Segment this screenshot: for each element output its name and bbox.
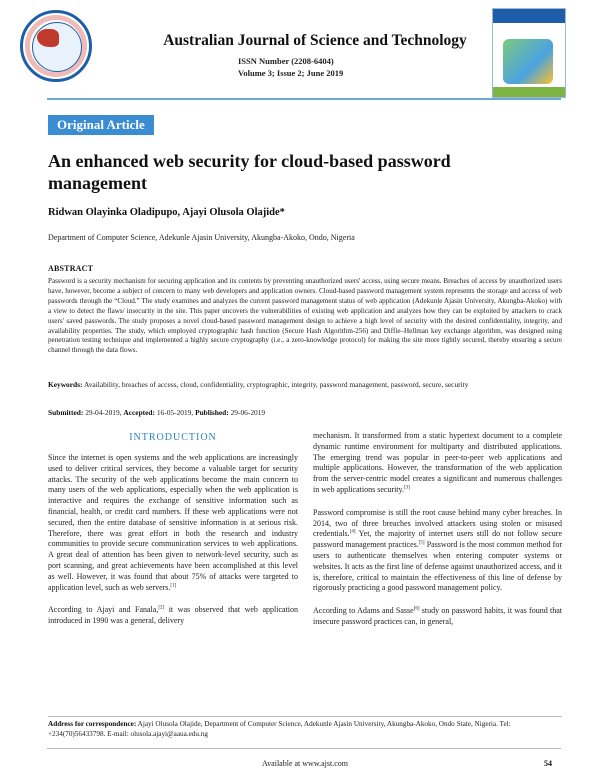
abstract-text: Password is a security mechanism for securing application and its contents by preventing unauthorized users' access, using secure means. Breaches of access by unauthorized users have, however, become a subject of concern to many web developers and application owners. Cloud-based password management system represents the storage and access of web passwords through the “Cloud.” The study examines and analyzes the current password management status of web application (Adekunle Ajasin University, Akungba-Akoko) with a view to detect the flaws/ insecurity in the site. This paper uncovers the vulnerabilities of existing web application and analyzes how they can be exploited by attackers to crack users' saved passwords. The study proposes a novel cloud-based password management design to achieve a high level of security with the desired confidentiality, integrity, and availability properties. The study, which employed cryptographic hash function (Secure Hash Algorithm-256) and Diffie–Hellman key exchange algorithm, was designed using penetration testing technique and implemented a highly secure cryptography (i.e., a zero-knowledge protocol) for making the site more tightly secured, thereby ensuring a secure channel through the data flows. bbox=[48, 277, 562, 355]
submitted-label: Submitted: bbox=[48, 408, 84, 417]
journal-cover-thumbnail bbox=[492, 8, 566, 98]
intro-paragraph-5: According to Adams and Sasse[6] study on password habits, it was found that insecure password practices can, in general, bbox=[313, 606, 562, 626]
keywords bbox=[48, 380, 562, 390]
author-affiliation: Department of Computer Science, Adekunle Ajasin University, Akungba-Akoko, Ondo, Nigeria bbox=[48, 233, 355, 242]
published-date: 29-06-2019 bbox=[230, 408, 266, 417]
citation-ref[interactable]: [5] bbox=[418, 540, 425, 546]
availability-link[interactable]: Available at www.ajst.com bbox=[262, 759, 348, 768]
submitted-date: 29-04-2019, bbox=[85, 408, 122, 417]
volume-issue: Volume 3; Issue 2; June 2019 bbox=[238, 68, 344, 78]
citation-ref[interactable]: [1] bbox=[170, 582, 177, 588]
intro-paragraph-1: Since the internet is open systems and the web applications are increasingly used to deliver critical services, they become a valuable target for security attacks. The security of the web applications become the main concern to many users of the web applications, especially when the web application is interactive and requires the exchange of sensitive information such as financial, health, or credit card numbers. If these web applications were not secured, then the entire database of sensitive information is at serious risk. Therefore, there was great effort in both the research and industry communities to provide secure communication services to web applications. A great deal of attention has been given to network-level security, such as port scanning, and great achievements have been accomplished at this level as well. However, it was found that about 75% of attacks were targeted to application level, such as web servers.[1] bbox=[48, 453, 298, 592]
article-title: An enhanced web security for cloud-based password management bbox=[48, 151, 451, 193]
intro-paragraph-4: Password compromise is still the root cause behind many cyber breaches. In 2014, two of three breaches involved attackers using stolen or misused credentials.[4] Yet, the majority of internet users still do not follow secure password management practices.[5] Password is the most common method for users to authenticate themselves when entering computer systems or websites. It acts as the first line of defense against unauthorized access, and it is, therefore, critical to maintain the effectiveness of this line of defense by rigorously practicing a good password management policy. bbox=[313, 507, 562, 593]
abstract-heading: ABSTRACT bbox=[48, 264, 94, 273]
journal-logo bbox=[20, 10, 92, 82]
published-label: Published: bbox=[195, 408, 229, 417]
accepted-date: 16-05-2019, bbox=[156, 408, 194, 417]
journal-title: Australian Journal of Science and Technology bbox=[163, 32, 467, 49]
citation-ref[interactable]: [2] bbox=[158, 605, 165, 611]
keywords-text: Availability, breaches of access, cloud, confidentiality, cryptographic, integrity, password management, password, secure, security bbox=[83, 380, 469, 389]
introduction-heading: INTRODUCTION bbox=[129, 432, 217, 443]
author-list: Ridwan Olayinka Oladipupo, Ajayi Olusola Olajide* bbox=[48, 207, 285, 218]
page-number: 54 bbox=[544, 759, 552, 768]
header-divider bbox=[47, 98, 561, 100]
correspondence-address bbox=[48, 716, 562, 739]
right-column bbox=[313, 431, 562, 640]
accepted-label: Accepted: bbox=[123, 408, 155, 417]
article-type-badge: Original Article bbox=[48, 115, 154, 135]
citation-ref[interactable]: [3] bbox=[404, 485, 410, 491]
intro-paragraph-3: mechanism. It transformed from a static hypertext document to a complete dynamic runtime environment for multiparty and distributed applications. The emerging trend was popular in peer-to-peer web applications and multiple applications. However, the transformation of the web application from the server-centric model creates a significant and numerous challenges in web applications security.[3] bbox=[313, 431, 562, 494]
correspondence-label: Address for correspondence: bbox=[48, 720, 137, 728]
kangaroo-icon bbox=[37, 29, 59, 47]
citation-ref[interactable]: [4] bbox=[349, 529, 356, 535]
footer-divider bbox=[47, 748, 561, 749]
left-column bbox=[48, 453, 298, 639]
issn-number: ISSN Number (2208-6404) bbox=[238, 56, 334, 66]
citation-ref[interactable]: [6] bbox=[413, 606, 420, 612]
correspondence-text: Ajayi Olusola Olajide, Department of Computer Science, Adekunle Ajasin University, Akungba-Akoko, Ondo State, Nigeria. Tel: +234(70)56433798. E-mail: olusola.ajayi@aaua.edu.ng bbox=[48, 720, 511, 738]
article-dates bbox=[48, 408, 265, 417]
keywords-label: Keywords: bbox=[48, 380, 83, 389]
intro-paragraph-2: According to Ajayi and Fanala,[2] it was observed that web application introduced in 1990 was a general, delivery bbox=[48, 605, 298, 626]
